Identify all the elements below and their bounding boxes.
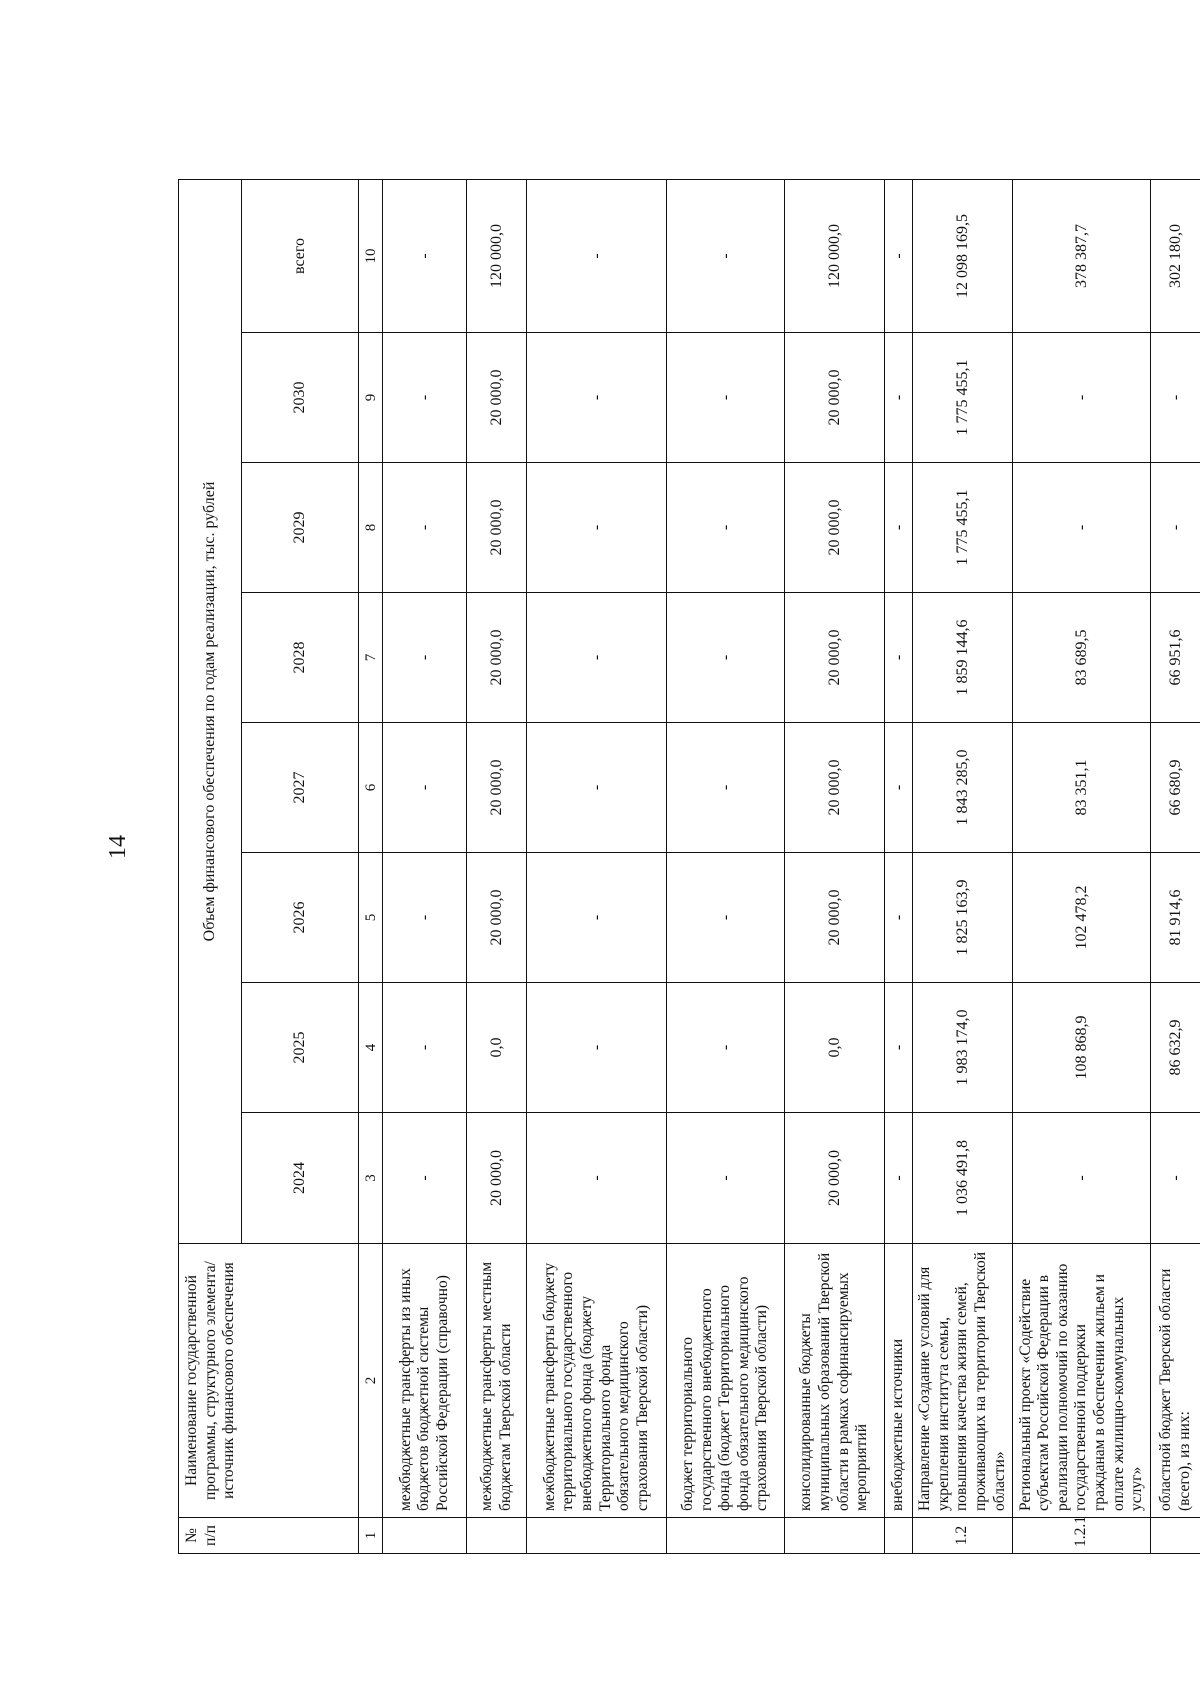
header-total: всего <box>242 179 359 332</box>
row-no <box>527 1518 667 1554</box>
column-index: 9 <box>359 333 383 463</box>
row-no <box>467 1518 527 1554</box>
row-value: - <box>1151 463 1200 593</box>
row-value: 20 000,0 <box>785 463 885 593</box>
row-value: - <box>383 333 467 463</box>
column-index: 7 <box>359 593 383 723</box>
row-value: - <box>885 463 913 593</box>
row-value: - <box>667 593 785 723</box>
header-volume: Объем финансового обеспечения по годам реализации, тыс. рублей <box>179 179 242 1243</box>
row-value: - <box>383 983 467 1113</box>
row-value: 81 914,6 <box>1151 853 1200 983</box>
row-value: - <box>527 1113 667 1244</box>
row-value: - <box>667 723 785 853</box>
row-value: - <box>1013 333 1151 463</box>
row-value: - <box>383 463 467 593</box>
row-no <box>885 1518 913 1554</box>
row-value: - <box>1151 1113 1200 1244</box>
row-value: - <box>527 853 667 983</box>
row-name: межбюджетные трансферты из иных бюджетов бюджетной системы Российской Федерации (справочно) <box>383 1244 467 1518</box>
row-value: 20 000,0 <box>785 723 885 853</box>
header-year: 2028 <box>242 593 359 723</box>
row-no <box>1151 1518 1200 1554</box>
page-number: 14 <box>105 835 131 859</box>
row-value: 66 951,6 <box>1151 593 1200 723</box>
header-year: 2030 <box>242 333 359 463</box>
rotated-table-container <box>178 180 1193 1554</box>
row-value: - <box>885 1113 913 1244</box>
row-value: - <box>667 853 785 983</box>
table-row <box>885 179 913 1553</box>
row-value: 20 000,0 <box>467 1113 527 1244</box>
row-no <box>667 1518 785 1554</box>
row-value: - <box>527 463 667 593</box>
header-year: 2029 <box>242 463 359 593</box>
row-value: 378 387,7 <box>1013 179 1151 332</box>
row-value: 108 868,9 <box>1013 983 1151 1113</box>
column-index: 10 <box>359 179 383 332</box>
row-value: 0,0 <box>785 983 885 1113</box>
column-index: 8 <box>359 463 383 593</box>
row-value: - <box>667 179 785 332</box>
row-value: 20 000,0 <box>785 593 885 723</box>
row-value: - <box>885 179 913 332</box>
column-index-row <box>359 179 383 1553</box>
row-value: - <box>1151 333 1200 463</box>
table-row <box>785 179 885 1553</box>
row-value: - <box>667 1113 785 1244</box>
row-value: - <box>383 179 467 332</box>
row-value: 120 000,0 <box>785 179 885 332</box>
header-year: 2024 <box>242 1113 359 1244</box>
row-value: 20 000,0 <box>785 1113 885 1244</box>
header-row <box>179 179 242 1553</box>
table-row <box>913 179 1013 1553</box>
row-value: 20 000,0 <box>467 853 527 983</box>
row-value: - <box>1013 463 1151 593</box>
row-value: - <box>885 853 913 983</box>
row-value: 12 098 169,5 <box>913 179 1013 332</box>
column-index: 1 <box>359 1518 383 1554</box>
row-value: - <box>527 179 667 332</box>
row-value: 1 859 144,6 <box>913 593 1013 723</box>
row-name: Направление «Создание условий для укрепления института семьи, повышения качества жизни семей, проживающих на территории Тверской области» <box>913 1244 1013 1518</box>
header-year: 2027 <box>242 723 359 853</box>
row-value: - <box>667 983 785 1113</box>
row-value: - <box>527 593 667 723</box>
row-value: - <box>383 723 467 853</box>
row-value: 20 000,0 <box>467 463 527 593</box>
row-value: 1 983 174,0 <box>913 983 1013 1113</box>
row-value: 1 036 491,8 <box>913 1113 1013 1244</box>
financing-table <box>178 179 1200 1554</box>
table-row <box>527 179 667 1553</box>
row-value: 102 478,2 <box>1013 853 1151 983</box>
row-value: 20 000,0 <box>467 333 527 463</box>
row-value: - <box>885 723 913 853</box>
row-value: 1 825 163,9 <box>913 853 1013 983</box>
row-value: 20 000,0 <box>467 723 527 853</box>
header-no: № п/п <box>179 1518 359 1554</box>
row-no <box>785 1518 885 1554</box>
row-name: внебюджетные источники <box>885 1244 913 1518</box>
header-year: 2025 <box>242 983 359 1113</box>
row-value: - <box>527 333 667 463</box>
row-name: бюджет территориального государственного внебюджетного фонда (бюджет Территориального фонда обязательного медицинского страхования Тверской области) <box>667 1244 785 1518</box>
row-value: - <box>383 853 467 983</box>
row-name: межбюджетные трансферты местным бюджетам Тверской области <box>467 1244 527 1518</box>
row-name: консолидированные бюджеты муниципальных образований Тверской области в рамках софинансируемых мероприятий <box>785 1244 885 1518</box>
row-value: - <box>383 593 467 723</box>
row-value: - <box>885 593 913 723</box>
row-name: Региональный проект «Содействие субъектам Российской Федерации в реализации полномочий по оказанию государственной поддержки гражданам в обеспечении жильем и оплате жилищно-коммунальных услуг» <box>1013 1244 1151 1518</box>
table-row <box>1013 179 1151 1553</box>
row-value: 1 775 455,1 <box>913 333 1013 463</box>
row-value: - <box>667 333 785 463</box>
row-value: - <box>885 333 913 463</box>
table-row <box>383 179 467 1553</box>
row-value: - <box>1013 1113 1151 1244</box>
row-value: - <box>667 463 785 593</box>
table-row <box>467 179 527 1553</box>
row-value: 86 632,9 <box>1151 983 1200 1113</box>
row-value: 0,0 <box>467 983 527 1113</box>
row-value: 302 180,0 <box>1151 179 1200 332</box>
header-year: 2026 <box>242 853 359 983</box>
row-value: 66 680,9 <box>1151 723 1200 853</box>
row-no <box>383 1518 467 1554</box>
column-index: 5 <box>359 853 383 983</box>
column-index: 3 <box>359 1113 383 1244</box>
row-value: 1 775 455,1 <box>913 463 1013 593</box>
table-row <box>667 179 785 1553</box>
header-name: Наименование государственной программы, структурного элемента/источник финансового обеспечения <box>179 1244 359 1518</box>
column-index: 2 <box>359 1244 383 1518</box>
row-value: 120 000,0 <box>467 179 527 332</box>
row-value: - <box>527 983 667 1113</box>
row-value: 1 843 285,0 <box>913 723 1013 853</box>
row-value: - <box>527 723 667 853</box>
row-value: 83 351,1 <box>1013 723 1151 853</box>
row-value: 20 000,0 <box>785 333 885 463</box>
column-index: 6 <box>359 723 383 853</box>
column-index: 4 <box>359 983 383 1113</box>
row-no: 1.2.1 <box>1013 1518 1151 1554</box>
row-value: 20 000,0 <box>785 853 885 983</box>
row-name: областной бюджет Тверской области (всего), из них: <box>1151 1244 1200 1518</box>
row-value: 83 689,5 <box>1013 593 1151 723</box>
row-name: межбюджетные трансферты бюджету территориального государственного внебюджетного фонда (бюджету Территориального фонда обязательного медицинского страхования Тверской области) <box>527 1244 667 1518</box>
table-row <box>1151 179 1200 1553</box>
row-value: - <box>885 983 913 1113</box>
row-value: 20 000,0 <box>467 593 527 723</box>
row-no: 1.2 <box>913 1518 1013 1554</box>
row-value: - <box>383 1113 467 1244</box>
